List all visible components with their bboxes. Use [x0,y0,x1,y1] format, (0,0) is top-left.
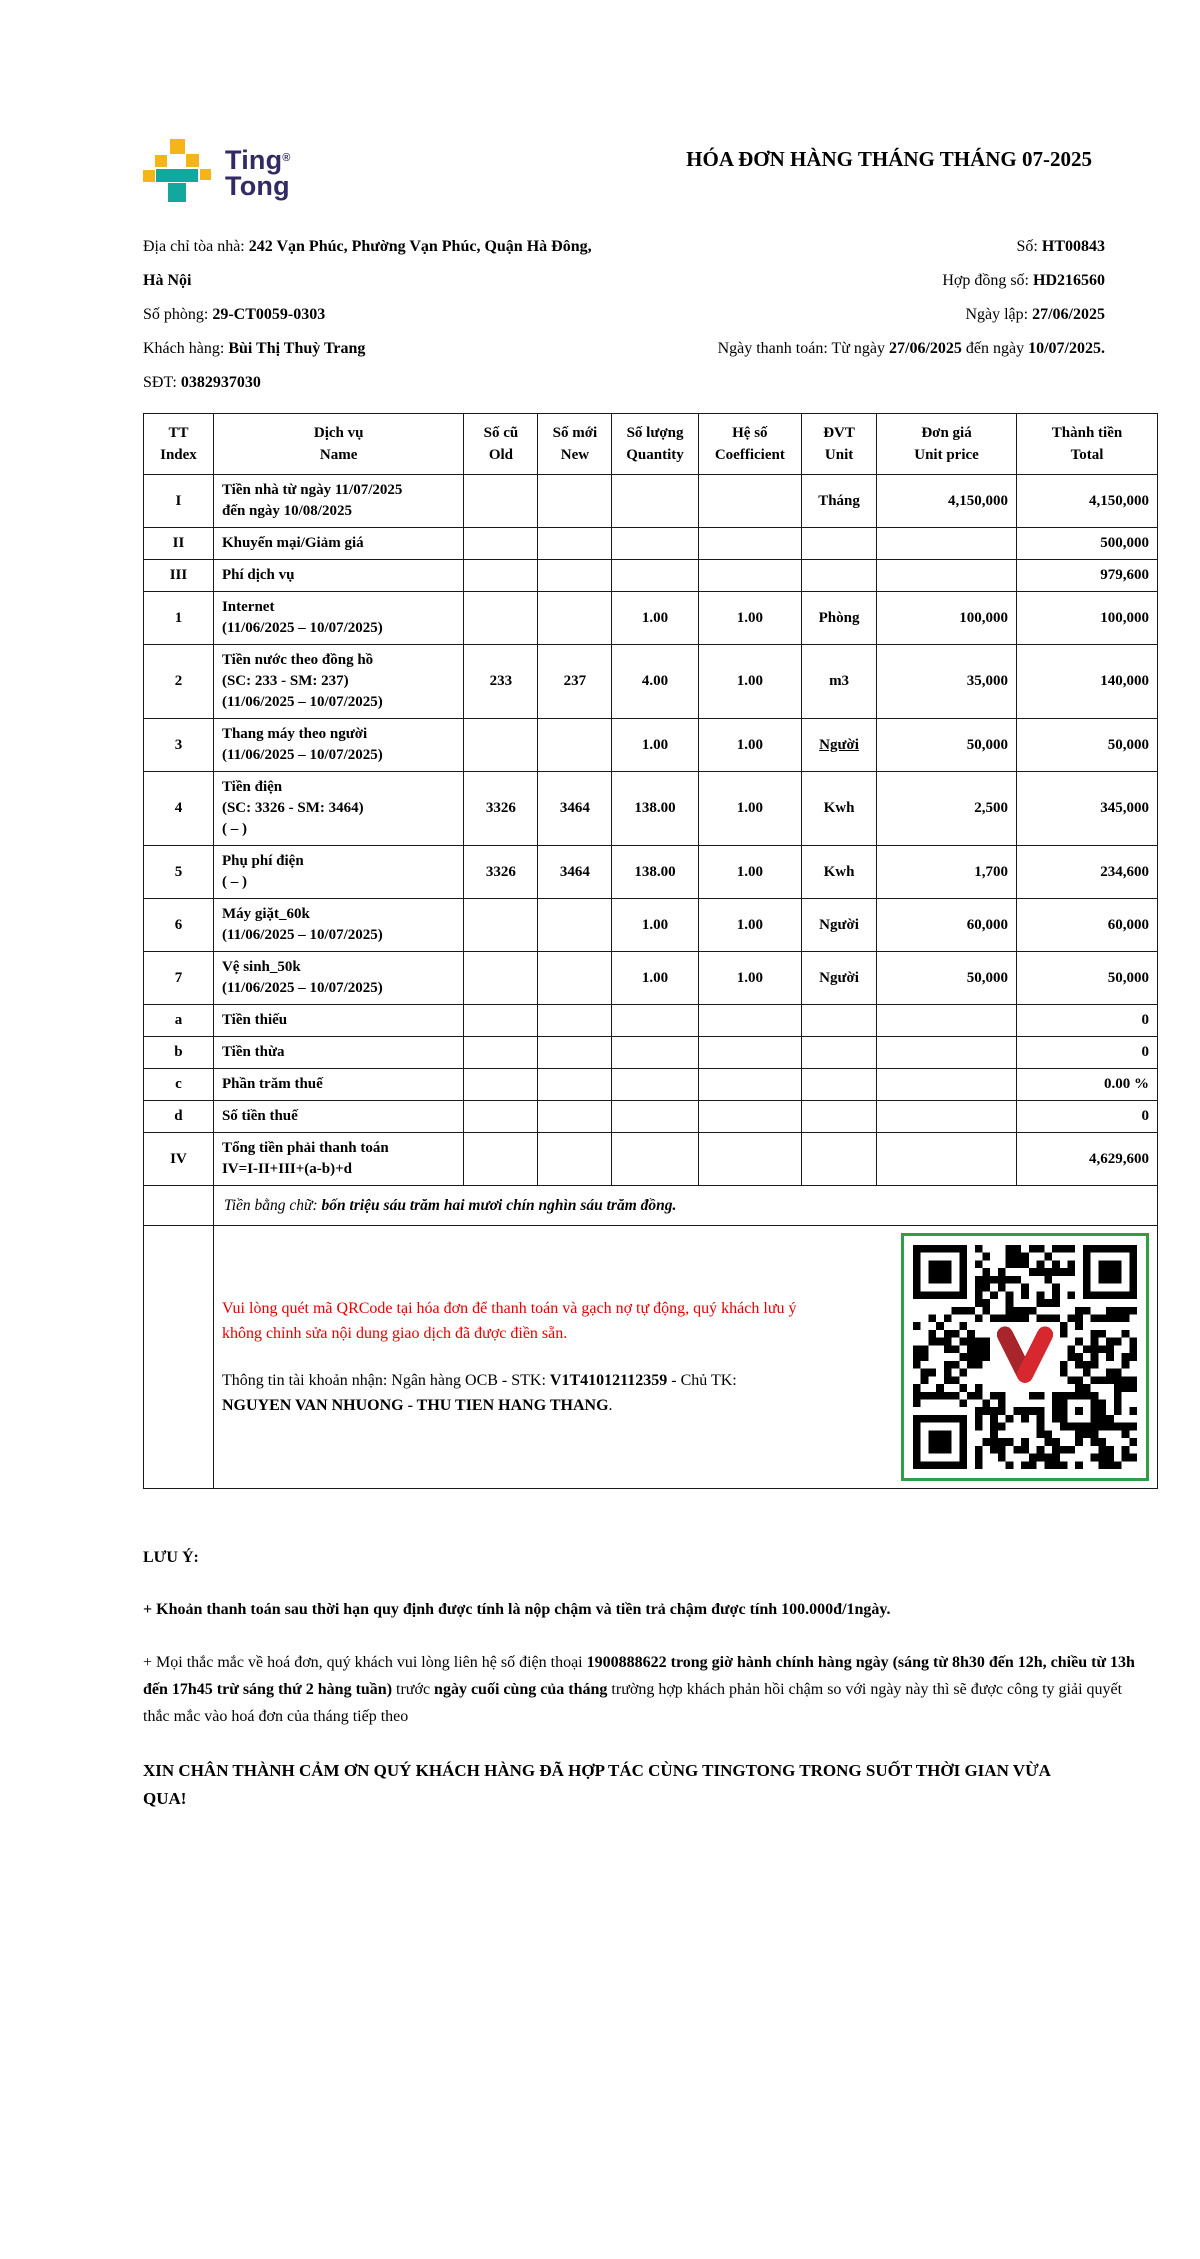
cell-unit-price: 50,000 [877,719,1017,772]
cell-total: 100,000 [1017,592,1158,645]
cell-total: 60,000 [1017,899,1158,952]
cell-total: 0 [1017,1037,1158,1069]
cell-new [538,1133,612,1186]
cell-unit-price: 1,700 [877,846,1017,899]
cell-quantity: 1.00 [612,899,698,952]
info-line: Hợp đồng số: HD216560 [942,272,1105,289]
table-row [144,475,1158,528]
cell-new [538,560,612,592]
invoice-table-head-row [144,414,1158,475]
table-row [144,846,1158,899]
cell-index: 5 [144,846,214,899]
column-header: Đơn giá Unit price [877,414,1017,475]
cell-quantity [612,1101,698,1133]
cell-old [464,475,538,528]
column-header: ĐVT Unit [802,414,877,475]
cell-quantity [612,1005,698,1037]
table-row [144,592,1158,645]
cell-unit-price: 4,150,000 [877,475,1017,528]
cell-unit-price: 100,000 [877,592,1017,645]
cell-total: 345,000 [1017,772,1158,846]
thank-you-note: XIN CHÂN THÀNH CẢM ƠN QUÝ KHÁCH HÀNG ĐÃ HỢP TÁC CÙNG TINGTONG TRONG SUỐT THỜI GIAN VỪA QUA! [143,1761,1050,1808]
table-row [144,1005,1158,1037]
cell-old: 3326 [464,846,538,899]
registered-mark: ® [282,152,291,164]
hotline-note: + Mọi thắc mắc về hoá đơn, quý khách vui lòng liên hệ số điện thoại 1900888622 trong giờ hành chính hàng ngày (sáng từ 8h30 đến 12h, chiều từ 13h đến 17h45 trừ sáng thứ 2 hàng tuần) trước ngày cuối cùng của tháng trường hợp khách phản hồi chậm so với ngày này thì sẽ được công ty giải quyết thắc mắc vào hoá đơn của tháng tiếp theo [143,1654,1135,1725]
cell-coefficient: 1.00 [698,952,801,1005]
cell-coefficient [698,1069,801,1101]
cell-quantity [612,1069,698,1101]
cell-unit: Phòng [802,592,877,645]
column-header: Dịch vụ Name [213,414,463,475]
cell-new [538,528,612,560]
cell-total: 500,000 [1017,528,1158,560]
cell-name: Phí dịch vụ [213,560,463,592]
cell-unit-price [877,1037,1017,1069]
notes-title: LƯU Ý: [143,1549,199,1566]
cell-index: 1 [144,592,214,645]
cell-name: Tổng tiền phải thanh toán IV=I-II+III+(a-b)+d [213,1133,463,1186]
cell-unit: Kwh [802,772,877,846]
table-row [144,772,1158,846]
cell-index: III [144,560,214,592]
cell-total: 50,000 [1017,952,1158,1005]
table-row [144,1133,1158,1186]
cell-total: 234,600 [1017,846,1158,899]
qr-row [144,1226,1158,1489]
cell-index: 6 [144,899,214,952]
cell-old [464,1133,538,1186]
cell-name: Phụ phí điện ( – ) [213,846,463,899]
cell-total: 50,000 [1017,719,1158,772]
cell-quantity [612,528,698,560]
cell-unit-price: 2,500 [877,772,1017,846]
cell-quantity: 4.00 [612,645,698,719]
cell-empty [144,1186,214,1226]
cell-name: Tiền điện (SC: 3326 - SM: 3464) ( – ) [213,772,463,846]
cell-coefficient [698,1101,801,1133]
cell-coefficient [698,1037,801,1069]
amount-in-words-row [144,1186,1158,1226]
page-title: HÓA ĐƠN HÀNG THÁNG THÁNG 07-2025 [686,147,1092,171]
table-row [144,1101,1158,1133]
cell-quantity: 1.00 [612,719,698,772]
table-row [144,1069,1158,1101]
cell-coefficient [698,1005,801,1037]
qr-code [901,1233,1149,1481]
column-header: Số cũ Old [464,414,538,475]
cell-name: Khuyến mại/Giảm giá [213,528,463,560]
cell-old [464,952,538,1005]
cell-index: 2 [144,645,214,719]
cell-unit-price: 60,000 [877,899,1017,952]
cell-old [464,560,538,592]
column-header: Hệ số Coefficient [698,414,801,475]
info-line: SĐT: 0382937030 [143,374,261,391]
cell-name: Thang máy theo người (11/06/2025 – 10/07/2025) [213,719,463,772]
qr-red-note: Vui lòng quét mã QRCode tại hóa đơn để thanh toán và gạch nợ tự động, quý khách lưu ý không chỉnh sửa nội dung giao dịch đã được điền sẵn. [221,1300,797,1342]
table-row [144,952,1158,1005]
cell-old [464,899,538,952]
cell-new [538,899,612,952]
amount-in-words: Tiền bằng chữ: bốn triệu sáu trăm hai mươi chín nghìn sáu trăm đồng. [213,1186,1157,1226]
cell-unit [802,528,877,560]
cell-index: c [144,1069,214,1101]
cell-unit-price [877,560,1017,592]
table-row [144,899,1158,952]
cell-index: a [144,1005,214,1037]
late-payment-note: + Khoản thanh toán sau thời hạn quy định được tính là nộp chậm và tiền trả chậm được tính 100.000đ/1ngày. [143,1601,891,1618]
cell-unit: Người [802,952,877,1005]
column-header: Số lượng Quantity [612,414,698,475]
cell-index: II [144,528,214,560]
cell-new [538,1069,612,1101]
cell-old [464,719,538,772]
cell-unit-price [877,1133,1017,1186]
cell-new [538,719,612,772]
cell-unit-price: 35,000 [877,645,1017,719]
cell-unit: m3 [802,645,877,719]
cell-coefficient: 1.00 [698,899,801,952]
cell-index: 3 [144,719,214,772]
cell-name: Tiền thiếu [213,1005,463,1037]
cell-new: 237 [538,645,612,719]
info-line: Số phòng: 29-CT0059-0303 [143,306,326,323]
column-header: TT Index [144,414,214,475]
cell-index: I [144,475,214,528]
cell-name: Vệ sinh_50k (11/06/2025 – 10/07/2025) [213,952,463,1005]
cell-new: 3464 [538,846,612,899]
footer-notes [143,1549,1138,1813]
qr-instructions [222,1296,807,1418]
cell-new [538,1101,612,1133]
logo-text: Ting® Tong [225,145,291,201]
cell-unit-price: 50,000 [877,952,1017,1005]
cell-unit-price [877,1069,1017,1101]
info-line: Ngày lập: 27/06/2025 [965,306,1105,323]
cell-coefficient [698,475,801,528]
cell-old [464,528,538,560]
cell-name: Tiền nước theo đồng hồ (SC: 233 - SM: 237) (11/06/2025 – 10/07/2025) [213,645,463,719]
cell-new [538,592,612,645]
table-row [144,528,1158,560]
cell-old [464,1101,538,1133]
cell-unit-price [877,1005,1017,1037]
cell-old: 233 [464,645,538,719]
cell-unit [802,1133,877,1186]
cell-total: 4,150,000 [1017,475,1158,528]
cell-unit: Người [802,899,877,952]
cell-new: 3464 [538,772,612,846]
cell-quantity: 138.00 [612,772,698,846]
cell-coefficient: 1.00 [698,592,801,645]
cell-quantity [612,1133,698,1186]
invoice-info [143,230,1105,400]
qr-section [213,1226,1157,1489]
info-line: Khách hàng: Bùi Thị Thuỳ Trang [143,340,366,357]
cell-quantity: 1.00 [612,592,698,645]
cell-name: Máy giặt_60k (11/06/2025 – 10/07/2025) [213,899,463,952]
cell-quantity [612,475,698,528]
table-row [144,560,1158,592]
invoice-table [143,413,1158,1489]
cell-index: IV [144,1133,214,1186]
cell-empty [144,1226,214,1489]
cell-coefficient: 1.00 [698,772,801,846]
info-line: Địa chỉ tòa nhà: 242 Vạn Phúc, Phường Vạn Phúc, Quận Hà Đông, Hà Nội [143,238,592,289]
cell-new [538,1037,612,1069]
cell-coefficient [698,560,801,592]
table-row [144,645,1158,719]
info-line: Số: HT00843 [1016,238,1105,255]
cell-old [464,592,538,645]
column-header: Thành tiền Total [1017,414,1158,475]
cell-total: 979,600 [1017,560,1158,592]
cell-old: 3326 [464,772,538,846]
cell-old [464,1037,538,1069]
table-row [144,719,1158,772]
cell-name: Internet (11/06/2025 – 10/07/2025) [213,592,463,645]
account-info: Thông tin tài khoản nhận: Ngân hàng OCB - STK: V1T41012112359 - Chủ TK: NGUYEN VAN NHUONG - THU TIEN HANG THANG. [221,1372,737,1414]
cell-coefficient: 1.00 [698,719,801,772]
cell-unit: Kwh [802,846,877,899]
cell-total: 0 [1017,1005,1158,1037]
cell-unit-price [877,1101,1017,1133]
cell-name: Phần trăm thuế [213,1069,463,1101]
cell-unit: Tháng [802,475,877,528]
column-header: Số mới New [538,414,612,475]
tingtong-logo-icon [143,139,211,202]
cell-old [464,1005,538,1037]
cell-index: 7 [144,952,214,1005]
cell-quantity: 138.00 [612,846,698,899]
cell-unit [802,1069,877,1101]
cell-unit [802,1101,877,1133]
cell-total: 4,629,600 [1017,1133,1158,1186]
cell-index: d [144,1101,214,1133]
cell-index: b [144,1037,214,1069]
cell-old [464,1069,538,1101]
cell-coefficient: 1.00 [698,846,801,899]
table-row [144,1037,1158,1069]
info-right-column [605,230,1105,400]
tingtong-logo [143,139,291,202]
cell-name: Tiền thừa [213,1037,463,1069]
cell-unit [802,1037,877,1069]
info-left-column [143,230,605,400]
header [143,137,1158,202]
cell-total: 0 [1017,1101,1158,1133]
cell-unit-price [877,528,1017,560]
cell-name: Số tiền thuế [213,1101,463,1133]
cell-total: 140,000 [1017,645,1158,719]
cell-unit: Người [802,719,877,772]
info-line: Ngày thanh toán: Từ ngày 27/06/2025 đến ngày 10/07/2025. [717,340,1105,357]
cell-unit [802,1005,877,1037]
cell-quantity: 1.00 [612,952,698,1005]
cell-coefficient [698,528,801,560]
cell-new [538,1005,612,1037]
cell-name: Tiền nhà từ ngày 11/07/2025 đến ngày 10/08/2025 [213,475,463,528]
cell-unit [802,560,877,592]
cell-quantity [612,560,698,592]
cell-total: 0.00 % [1017,1069,1158,1101]
qr-code-svg [913,1245,1137,1469]
cell-index: 4 [144,772,214,846]
invoice-table-body [144,475,1158,1489]
cell-new [538,475,612,528]
cell-quantity [612,1037,698,1069]
cell-coefficient [698,1133,801,1186]
cell-coefficient: 1.00 [698,645,801,719]
cell-new [538,952,612,1005]
